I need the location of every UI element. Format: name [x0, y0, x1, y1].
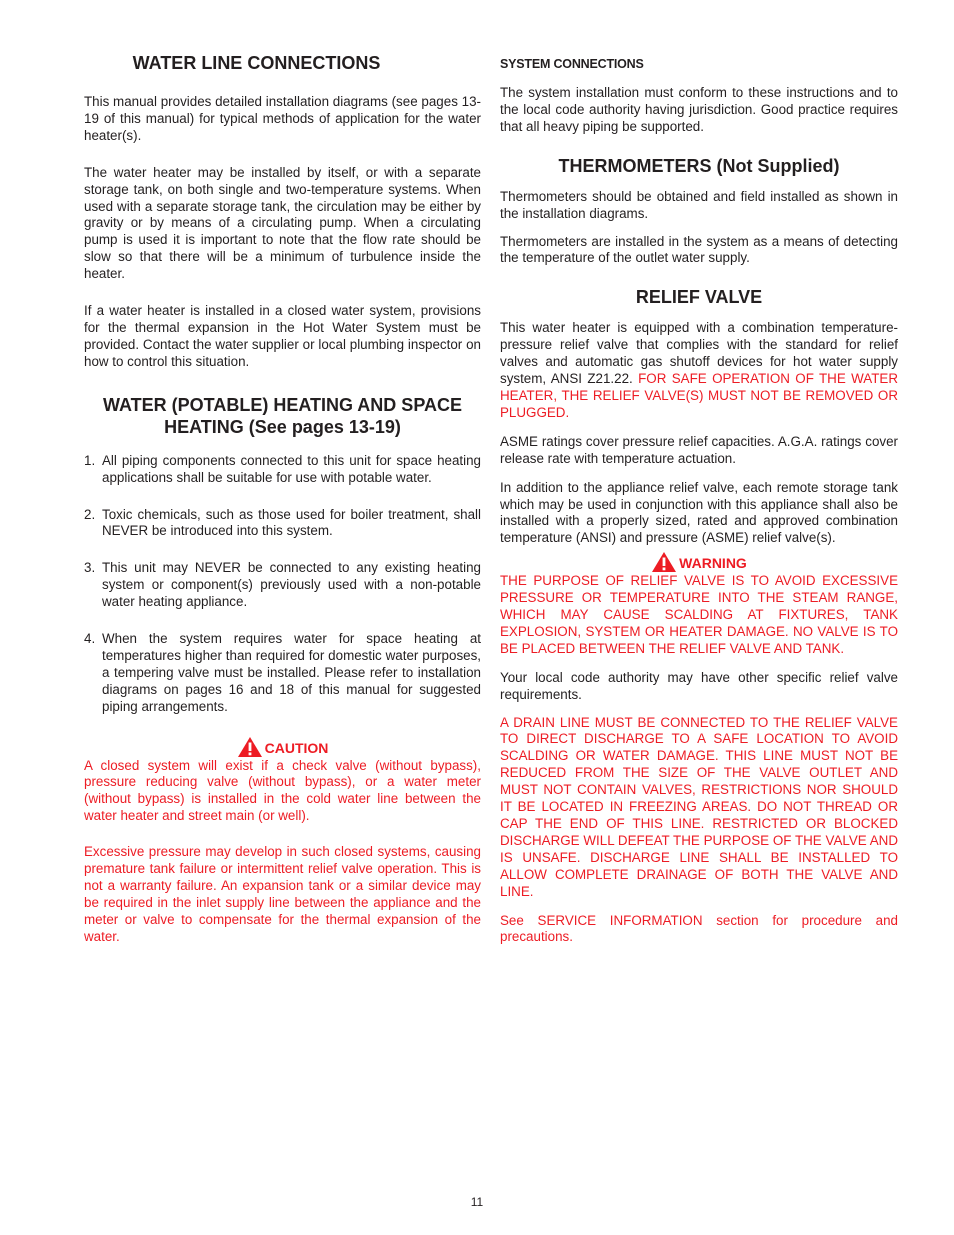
- paragraph-thermometers-obtained: Thermometers should be obtained and field installed as shown in the installation diagrams.: [500, 188, 898, 221]
- paragraph-thermometers-installed: Thermometers are installed in the system as a means of detecting the temperature of the outlet water supply.: [500, 233, 898, 266]
- warning-header: [500, 551, 898, 573]
- paragraph-relief-valve-equipped: [500, 320, 898, 421]
- heading-system-connections: SYSTEM CONNECTIONS: [500, 57, 644, 71]
- paragraph-remote-storage: In addition to the appliance relief valve, each remote storage tank which may be used in conjunction with this appliance shall also be installed with a properly sized, rated and approved combination temperature (ANSI) and pressure (ASME) relief valve(s).: [500, 479, 898, 546]
- right-column: [500, 55, 898, 946]
- caution-paragraph-closed-system: A closed system will exist if a check valve (without bypass), pressure reducing valve (without bypass), or a water meter (without bypass) is installed in the cold water line between the water heater and street main (or well).: [84, 757, 481, 824]
- relief-valve-text: This water heater is equipped with a combination temperature-pressure relief valve that complies with the standard for relief valves and automatic gas shutoff devices for hot water supply system, ANSI Z21.22.: [500, 320, 898, 387]
- paragraph-manual-diagrams: This manual provides detailed installation diagrams (see pages 13-19 of this manual) for typical methods of application for the water heater(s).: [84, 94, 481, 143]
- list-item: [84, 453, 481, 487]
- heading-thermometers: THERMOMETERS (Not Supplied): [558, 155, 840, 176]
- heading-potable-heating-line2: HEATING (See pages 13-19): [164, 416, 401, 437]
- list-item: [84, 560, 481, 611]
- warning-triangle-icon: [237, 736, 263, 758]
- paragraph-closed-system: If a water heater is installed in a closed water system, provisions for the thermal expansion in the Hot Water System must be provided. Contact the water supplier or local plumbing inspector on how to control this situation.: [84, 303, 481, 369]
- warning-triangle-icon: [651, 551, 677, 573]
- caution-paragraph-excessive-pressure: Excessive pressure may develop in such closed systems, causing premature tank failure or intermittent relief valve operation. This is not a warranty failure. An expansion tank or a similar device may be required in the inlet supply line between the appliance and the meter or valve to compensate for the thermal expansion of the water.: [84, 844, 481, 944]
- warning-label: WARNING: [679, 555, 747, 572]
- heading-relief-valve: RELIEF VALVE: [635, 287, 763, 308]
- paragraph-asme-ratings: ASME ratings cover pressure relief capacities. A.G.A. ratings cover release rate with temperature actuation.: [500, 433, 898, 466]
- list-item: [84, 631, 481, 716]
- paragraph-drain-line: A DRAIN LINE MUST BE CONNECTED TO THE RELIEF VALVE TO DIRECT DISCHARGE TO A SAFE LOCATION TO AVOID SCALDING OR WATER DAMAGE. THIS LINE MUST NOT BE REDUCED FROM THE SIZE OF THE VALVE OUTLET AND MUST NOT CONTAIN VALVES, RESTRICTIONS NOR SHOULD IT BE LOCATED IN FREEZING AREAS. DO NOT THREAD OR CAP THE END OF THIS LINE. RESTRICTED OR BLOCKED DISCHARGE WILL DEFEAT THE PURPOSE OF THE VALVE AND IS UNSAFE. DISCHARGE LINE SHALL BE INSTALLED TO ALLOW COMPLETE DRAINAGE OF BOTH THE VALVE AND LINE.: [500, 714, 898, 899]
- list-item-text: Toxic chemicals, such as those used for boiler treatment, shall NEVER be introduced into this system.: [102, 506, 481, 539]
- list-item: [84, 507, 481, 541]
- list-item-text: All piping components connected to this unit for space heating applications shall be suitable for use with potable water.: [102, 452, 481, 485]
- heading-potable-heating: [84, 394, 481, 438]
- potable-heating-list: [84, 453, 481, 716]
- list-item-number: 1.: [84, 452, 96, 468]
- warning-paragraph: THE PURPOSE OF RELIEF VALVE IS TO AVOID EXCESSIVE PRESSURE OR TEMPERATURE INTO THE STEAM RANGE, WHICH MAY CAUSE SCALDING AT FIXTURES, TANK EXPLOSION, SYSTEM OR HEATER DAMAGE. NO VALVE IS TO BE PLACED BETWEEN THE RELIEF VALVE AND TANK.: [500, 573, 898, 656]
- list-item-number: 2.: [84, 506, 96, 522]
- page-number: 11: [470, 1195, 484, 1209]
- list-item-number: 4.: [84, 631, 96, 647]
- caution-header: [84, 736, 481, 758]
- paragraph-local-code: Your local code authority may have other specific relief valve requirements.: [500, 669, 898, 702]
- heading-water-line-connections: WATER LINE CONNECTIONS: [132, 53, 381, 73]
- relief-valve-warning-text: FOR SAFE OPERATION OF THE WATER HEATER, THE RELIEF VALVE(S) MUST NOT BE REMOVED OR PLUGGED.: [500, 371, 898, 420]
- caution-label: CAUTION: [264, 739, 329, 756]
- paragraph-service-information: See SERVICE INFORMATION section for procedure and precautions.: [500, 912, 898, 945]
- list-item-text: When the system requires water for space heating at temperatures higher than required for domestic water purposes, a tempering valve must be installed. Please refer to installation diagrams on pages 16 and 18 of this manual for suggested piping arrangements.: [102, 631, 481, 714]
- left-column: [84, 52, 481, 946]
- list-item-number: 3.: [84, 560, 96, 576]
- list-item-text: This unit may NEVER be connected to any existing heating system or component(s) previously used with a non-potable water heating appliance.: [102, 560, 481, 610]
- paragraph-storage-tank: The water heater may be installed by itself, or with a separate storage tank, on both single and two-temperature systems. When used with a separate storage tank, the circulation may be either by gravity or by means of a circulating pump. When a circulating pump is used it is important to note that the flow rate should be slow so that there will be a minimum of turbulence inside the heater.: [84, 164, 481, 282]
- heading-potable-heating-line1: WATER (POTABLE) HEATING AND SPACE: [103, 394, 462, 415]
- paragraph-system-installation: The system installation must conform to these instructions and to the local code authority having jurisdiction. Good practice requires that all heavy piping be supported.: [500, 85, 898, 134]
